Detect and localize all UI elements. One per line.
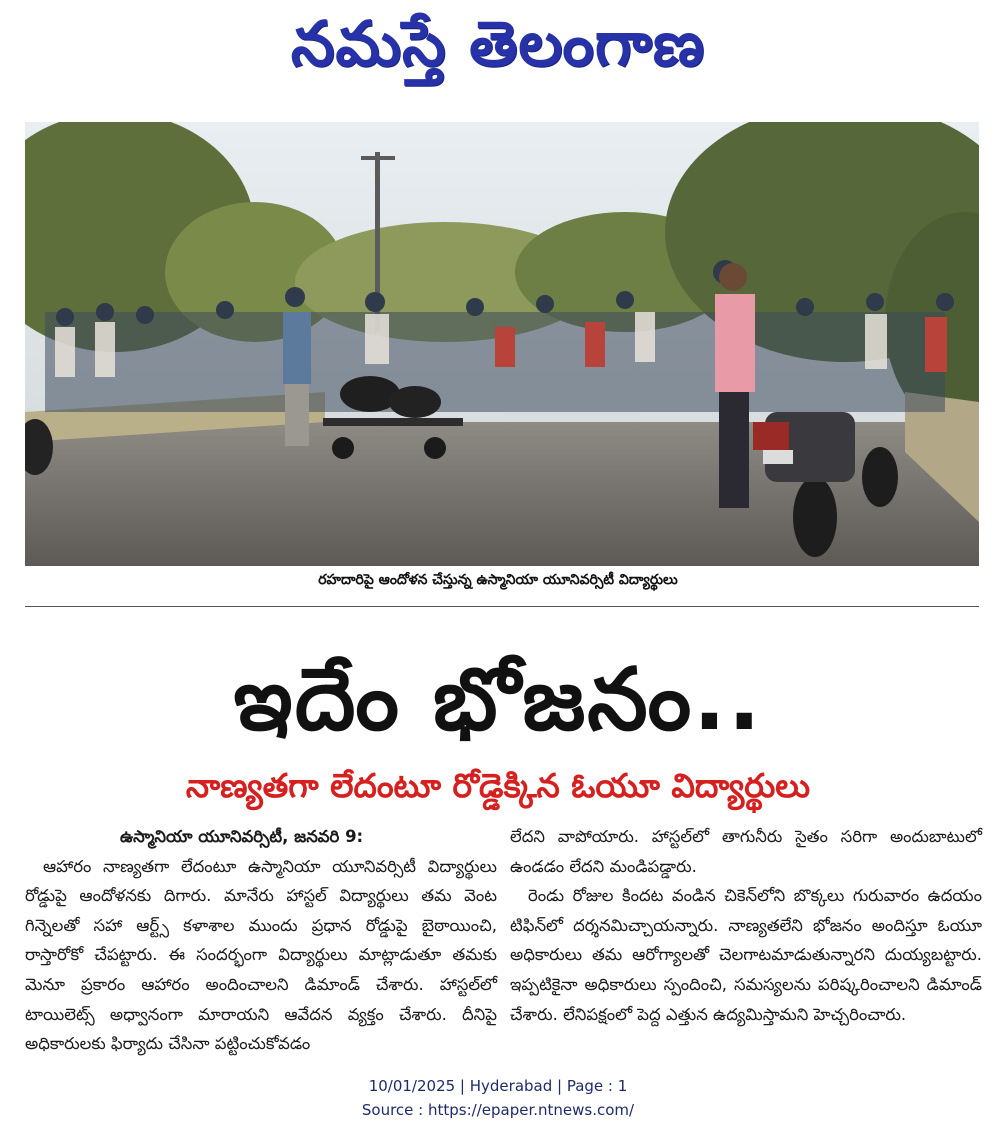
- footer-date-edition: 10/01/2025 | Hyderabad | Page : 1: [368, 1077, 628, 1095]
- article-paragraph: ఆహారం నాణ్యతగా లేదంటూ ఉస్మానియా యూనివర్సిటీ విద్యార్థులు రోడ్డుపై ఆందోళనకు దిగారు. మానేరు హాస్టల్ విద్యార్థులు తమ వెంట గిన్నెలతో సహా ఆర్ట్స్ కళాశాల ముందు ప్రధాన రోడ్డుపై బైఠాయించి, రాస్తారోకో చేపట్టారు. ఈ సందర్భంగా విద్యార్థులు మాట్లాడుతూ తమకు మెనూ ప్రకారం ఆహారం అందించాలని డిమాండ్ చేశారు. హాస్టల్‌లో టాయిలెట్స్ అధ్వానంగా మారాయని ఆవేదన వ్యక్తం చేశారు. దీనిపై అధికారులకు ఫిర్యాదు చేసినా పట్టించుకోవడం: [25, 856, 497, 1054]
- protest-photo-illustration: [25, 122, 979, 566]
- article-headline: ఇదేం భోజనం..: [233, 650, 763, 750]
- page-footer: [0, 1074, 996, 1122]
- article-paragraph: రెండు రోజుల కిందట వండిన చికెన్‌లోని బొక్కలు గురువారం ఉదయం టిఫిన్‌లో దర్శనమిచ్చాయన్నారు. నాణ్యతలేని భోజనం అందిస్తూ ఓయూ అధికారులు తమ ఆరోగ్యాలతో చెలగాటమాడుతున్నారని దుయ్యబట్టారు. ఇప్పటికైనా అధికారులు స్పందించి, సమస్యలను పరిష్కరించాలని డిమాండ్ చేశారు. లేనిపక్షంలో పెద్ద ఎత్తున ఉద్యమిస్తామని హెచ్చరించారు.: [510, 886, 982, 1024]
- article-column-right: [510, 822, 982, 1029]
- masthead-logo: నమస్తే తెలంగాణ: [290, 7, 706, 80]
- footer-source-link[interactable]: Source : https://epaper.ntnews.com/: [361, 1101, 635, 1119]
- section-divider: [25, 606, 979, 607]
- news-photo: [25, 122, 979, 566]
- article-dateline: ఉస్మానియా యూనివర్సిటీ, జనవరి 9:: [120, 827, 364, 846]
- photo-caption: రహదారిపై ఆందోళన చేస్తున్న ఉస్మానియా యూనివర్సిటీ విద్యార్థులు: [318, 572, 678, 588]
- article-paragraph: లేదని వాపోయారు. హాస్టల్‌లో తాగునీరు సైతం సరిగా అందుబాటులో ఉండడం లేదని మండిపడ్డారు.: [510, 827, 982, 876]
- article-column-left: [25, 822, 497, 1059]
- article-subheadline: నాణ్యతగా లేదంటూ రోడ్డెక్కిన ఓయూ విద్యార్థులు: [185, 766, 811, 805]
